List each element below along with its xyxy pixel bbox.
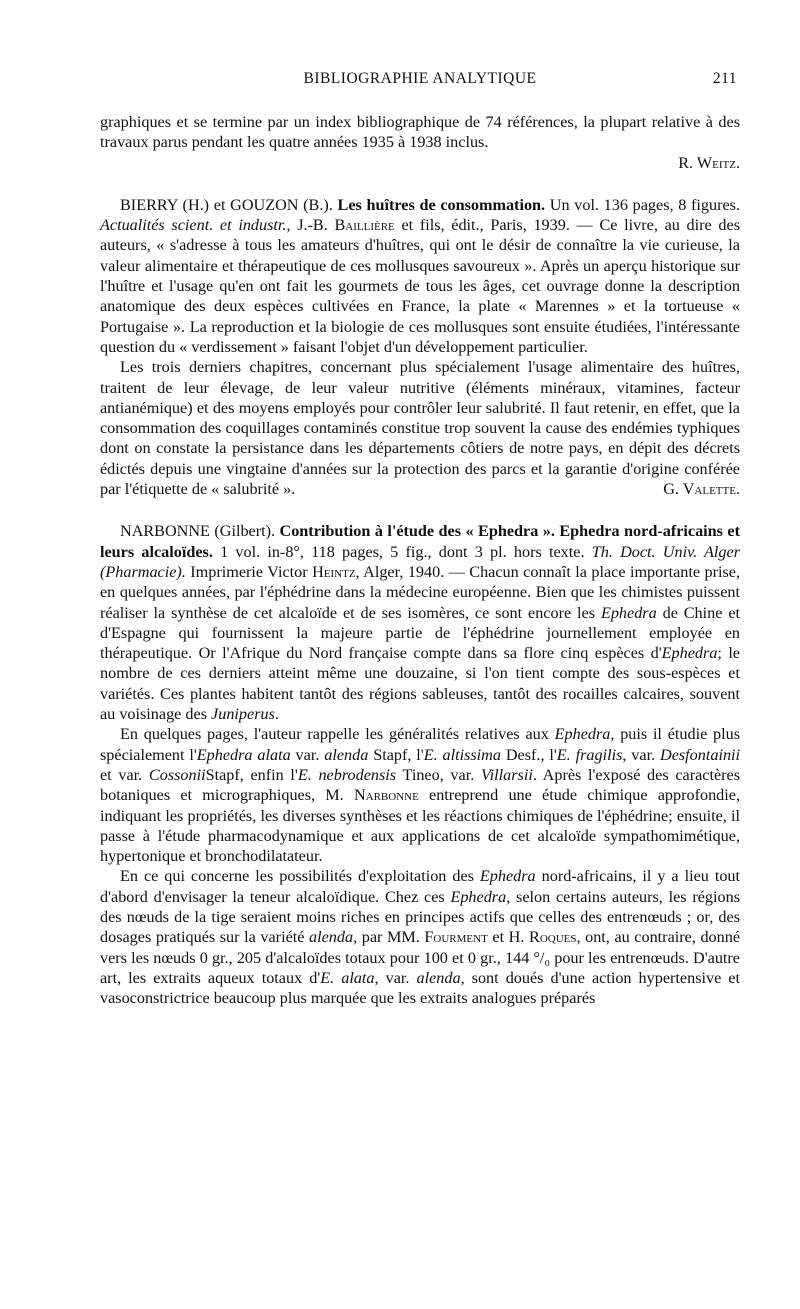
review-title: Contribution à l'étude des « Ephedra ». Ephedra nord-africains et leurs alcaloïdes. — [100, 522, 740, 561]
previous-review-text — [100, 112, 740, 153]
review-narbonne: NARBONNE (Gilbert). Contribution à l'étude des « Ephedra ». Ephedra nord-africains et leurs alcaloïdes. 1 vol. in-8°, 118 pages, 5 fig., dont 3 pl. hors texte. Th. Doct. Univ. Alger (Pharmacie). Imprimerie Victor Heintz, Alger, 1940. — Chacun connaît la place importante prise, en quelques années, par l'éphédrine dans la médecine européenne. Bien que les chimistes puissent réaliser la synthèse de cet alcaloïde et de ses isomères, ce sont encore les Ephedra de Chine et d'Espagne qui fournissent la majeure partie de l'éphédrine journellement employée en thérapeutique. Or l'Afrique du Nord française compte dans sa flore cinq espèces d'Ephedra; le nombre de ces derniers atteint même une douzaine, si l'on tient compte des sous-espèces et variétés. Ces plantes habitent tantôt des régions sableuses, tantôt des rocailles calcaires, souvent au voisinage des Juniperus. — [100, 522, 741, 724]
running-title: BIBLIOGRAPHIE ANALYTIQUE — [303, 70, 537, 87]
publisher-name: Baillière — [334, 216, 395, 235]
review-bierry-gouzon: BIERRY (H.) et GOUZON (B.). Les huîtres de consommation. Un vol. 136 pages, 8 figures. Actualités scient. et industr., J.-B. Baillière et fils, édit., Paris, 1939. — Ce livre, au dire des auteurs, « s'adresse à tous les amateurs d'huîtres, qui ont le désir de connaître la vie curieuse, la valeur alimentaire et thérapeutique de ces mollusques savoureux ». Après un aperçu historique sur l'huître et l'usage qu'en ont fait les gourmets de tous les âges, cet ouvrage donne la description anatomique des deux espèces cultivées en France, la plate « Marennes » et la tortueuse « Portugaise ». La reproduction et la biologie de ces mollusques sont ensuite étudiées, l'intéressante question du « verdissement » faisant l'objet d'un développement particulier. — [100, 195, 741, 356]
previous-review-signature: R. Weitz. — [678, 153, 740, 172]
thesis-info: Th. Doct. Univ. Alger (Pharmacie). — [100, 542, 740, 581]
review-narbonne-para2: En quelques pages, l'auteur rappelle les généralités relatives aux Ephedra, puis il étudie plus spécialement l'Ephedra alata var. alenda Stapf, l'E. altissima Desf., l'E. fragilis, var. Desfontainii et var. CossoniiStapf, enfin l'E. nebrodensis Tineo, var. Villarsii. Après l'exposé des caractères botaniques et micrographiques, M. Narbonne entreprend une étude chimique approfondie, indiquant les propriétés, les diverses synthèses et les réactions chimiques de l'éphédrine; ensuite, il passe à l'étude pharmacodynamique et aux applications de cet alcaloïde sympathomimétique, hypertonique et bronchodilatateur. — [100, 725, 741, 866]
document-page — [100, 70, 740, 1008]
previous-review-body: graphiques et se termine par un index bibliographique de 74 références, la plupart relative à des travaux parus pendant les quatre années 1935 à 1938 inclus. — [100, 113, 740, 152]
page-header — [100, 70, 740, 96]
review-authors: BIERRY (H.) et GOUZON (B.). — [120, 195, 333, 214]
review-author: NARBONNE (Gilbert). — [120, 522, 276, 541]
printer-name: Heintz — [312, 562, 356, 581]
page-number: 211 — [712, 70, 737, 87]
review-narbonne-para3: En ce qui concerne les possibilités d'exploitation des Ephedra nord-africains, il y a lieu tout d'abord d'envisager la teneur alcaloïdique. Chez ces Ephedra, selon certains auteurs, les régions des nœuds de la tige seraient moins riches en principes actifs que celles des entrenœuds ; or, des dosages pratiqués sur la variété alenda, par MM. Fourment et H. Roques, ont, au contraire, donné vers les nœuds 0 gr., 205 d'alcaloïdes totaux pour 100 et 0 gr., 144 °/₀ pour les entrenœuds. D'autre art, les extraits aqueux totaux d'E. alata, var. alenda, sont doués d'une action hypertensive et vasoconstrictrice beaucoup plus marquée que les extraits analogues préparés — [100, 867, 741, 1008]
review-title: Les huîtres de consommation. — [337, 195, 546, 214]
series-name: Actualités scient. et industr. — [100, 216, 287, 235]
review-bierry-gouzon-para2: Les trois derniers chapitres, concernant plus spécialement l'usage alimentaire des huîtres, traitent de leur élevage, de leur valeur nutritive (éléments minéraux, vitamines, facteur antianémique) et des moyens employés pour contrôler leur salubrité. Il faut retenir, en effet, que la consommation des coquillages contaminés constitue trop souvent la cause des endémies typhiques dont on constate la persistance dans les départements côtiers de notre pays, en dépit des décrets édictés depuis une vingtaine d'années sur la protection des parcs et la garantie d'origine conférée par l'étiquette de « salubrité ». — [100, 358, 740, 499]
review-bierry-signature: G. Valette. — [663, 480, 740, 499]
